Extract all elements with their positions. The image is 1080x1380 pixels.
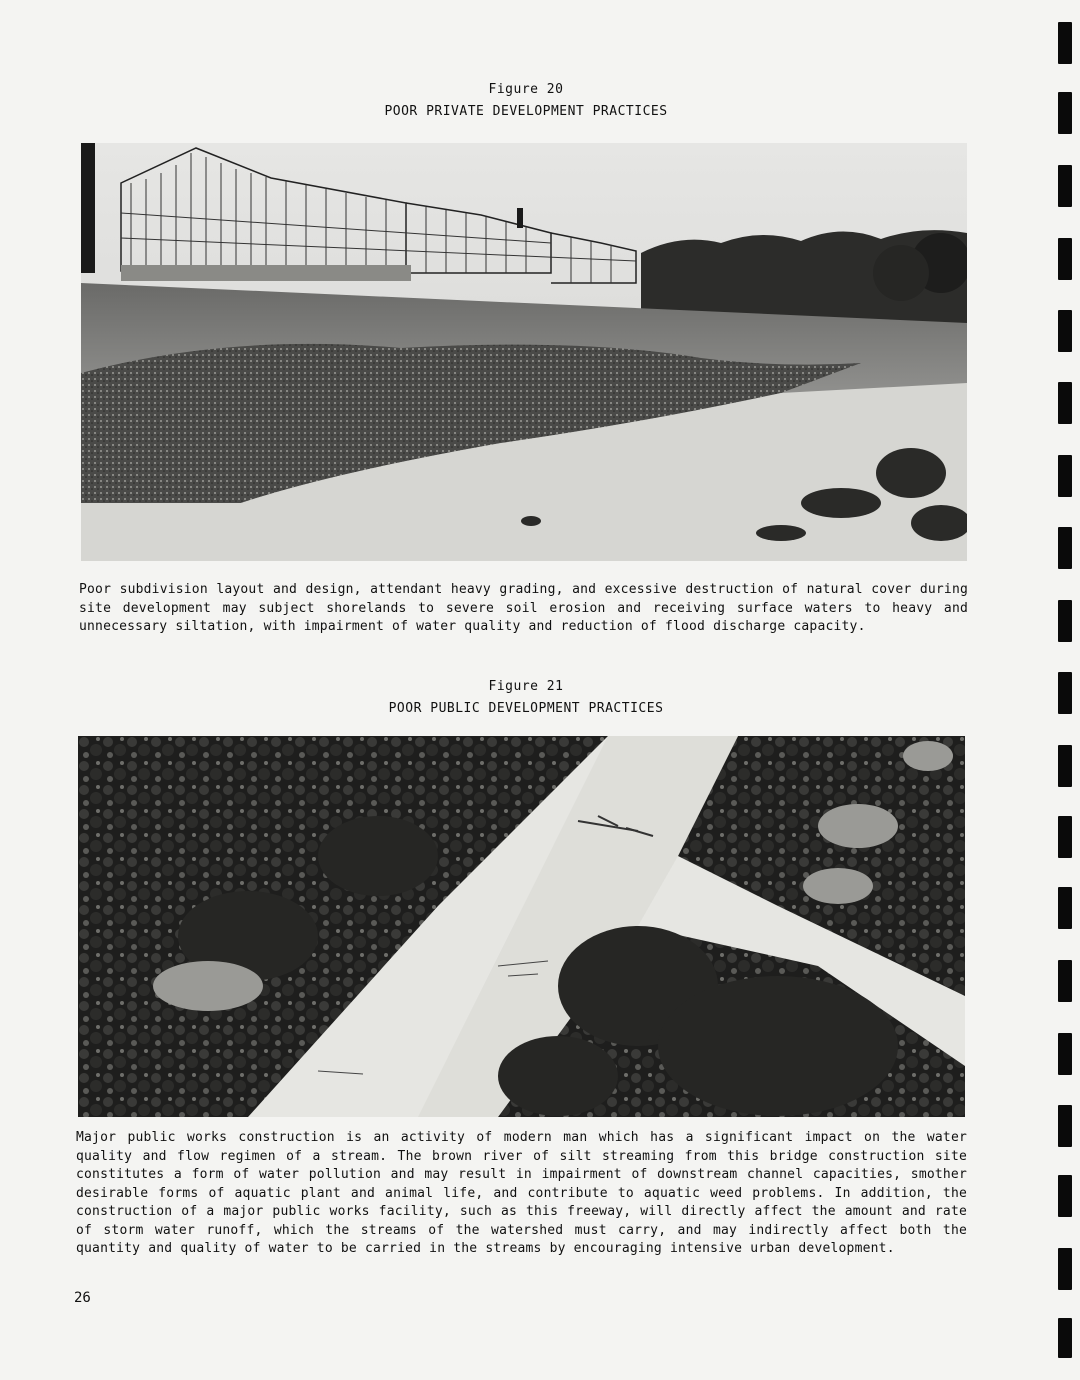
binding-mark [1058,310,1072,352]
figure-20-number: Figure 20 [488,82,564,97]
binding-mark [1058,165,1072,207]
binding-mark [1058,238,1072,280]
figure-20-title: POOR PRIVATE DEVELOPMENT PRACTICES [384,104,668,119]
binding-mark [1058,960,1072,1002]
binding-mark [1058,816,1072,858]
aerial-freeway-illustration [78,736,965,1117]
figure-21-number: Figure 21 [488,679,564,694]
binding-mark [1058,887,1072,929]
binding-mark [1058,1175,1072,1217]
binding-mark [1058,745,1072,787]
binding-mark [1058,22,1072,64]
figure-21-caption: Major public works construction is an activity of modern man which has a significant impact on the water quality and flow regimen of a stream. The brown river of silt streaming from this bridge construction site constitutes a form of water pollution and may result in impairment of downstream channel capacities, smother desirable forms of aquatic plant and animal life, and contribute to aquatic weed problems. In addition, the construction of a major public works facility, such as this freeway, will directly affect the amount and rate of storm water runoff, which the streams of the watershed must carry, and may indirectly affect both the quantity and quality of water to be carried in the streams by encouraging intensive urban development. [76,1130,967,1256]
figure-20-photo [81,143,967,561]
binding-mark [1058,382,1072,424]
binding-mark [1058,455,1072,497]
binding-mark [1058,92,1072,134]
figure-21-title: POOR PUBLIC DEVELOPMENT PRACTICES [388,701,664,716]
binding-mark [1058,1318,1072,1358]
figure-20-caption: Poor subdivision layout and design, attendant heavy grading, and excessive destruction of natural cover during site development may subject shorelands to severe soil erosion and receiving surface waters to heavy and unnecessary siltation, with impairment of water quality and reduction of flood discharge capacity. [79,582,968,634]
binding-mark [1058,672,1072,714]
figure-21-photo [78,736,965,1117]
page-number: 26 [74,1290,91,1306]
binding-mark [1058,1105,1072,1147]
binding-mark [1058,1248,1072,1290]
binding-mark [1058,527,1072,569]
construction-site-illustration [81,143,967,561]
binding-mark [1058,1033,1072,1075]
binding-mark [1058,600,1072,642]
